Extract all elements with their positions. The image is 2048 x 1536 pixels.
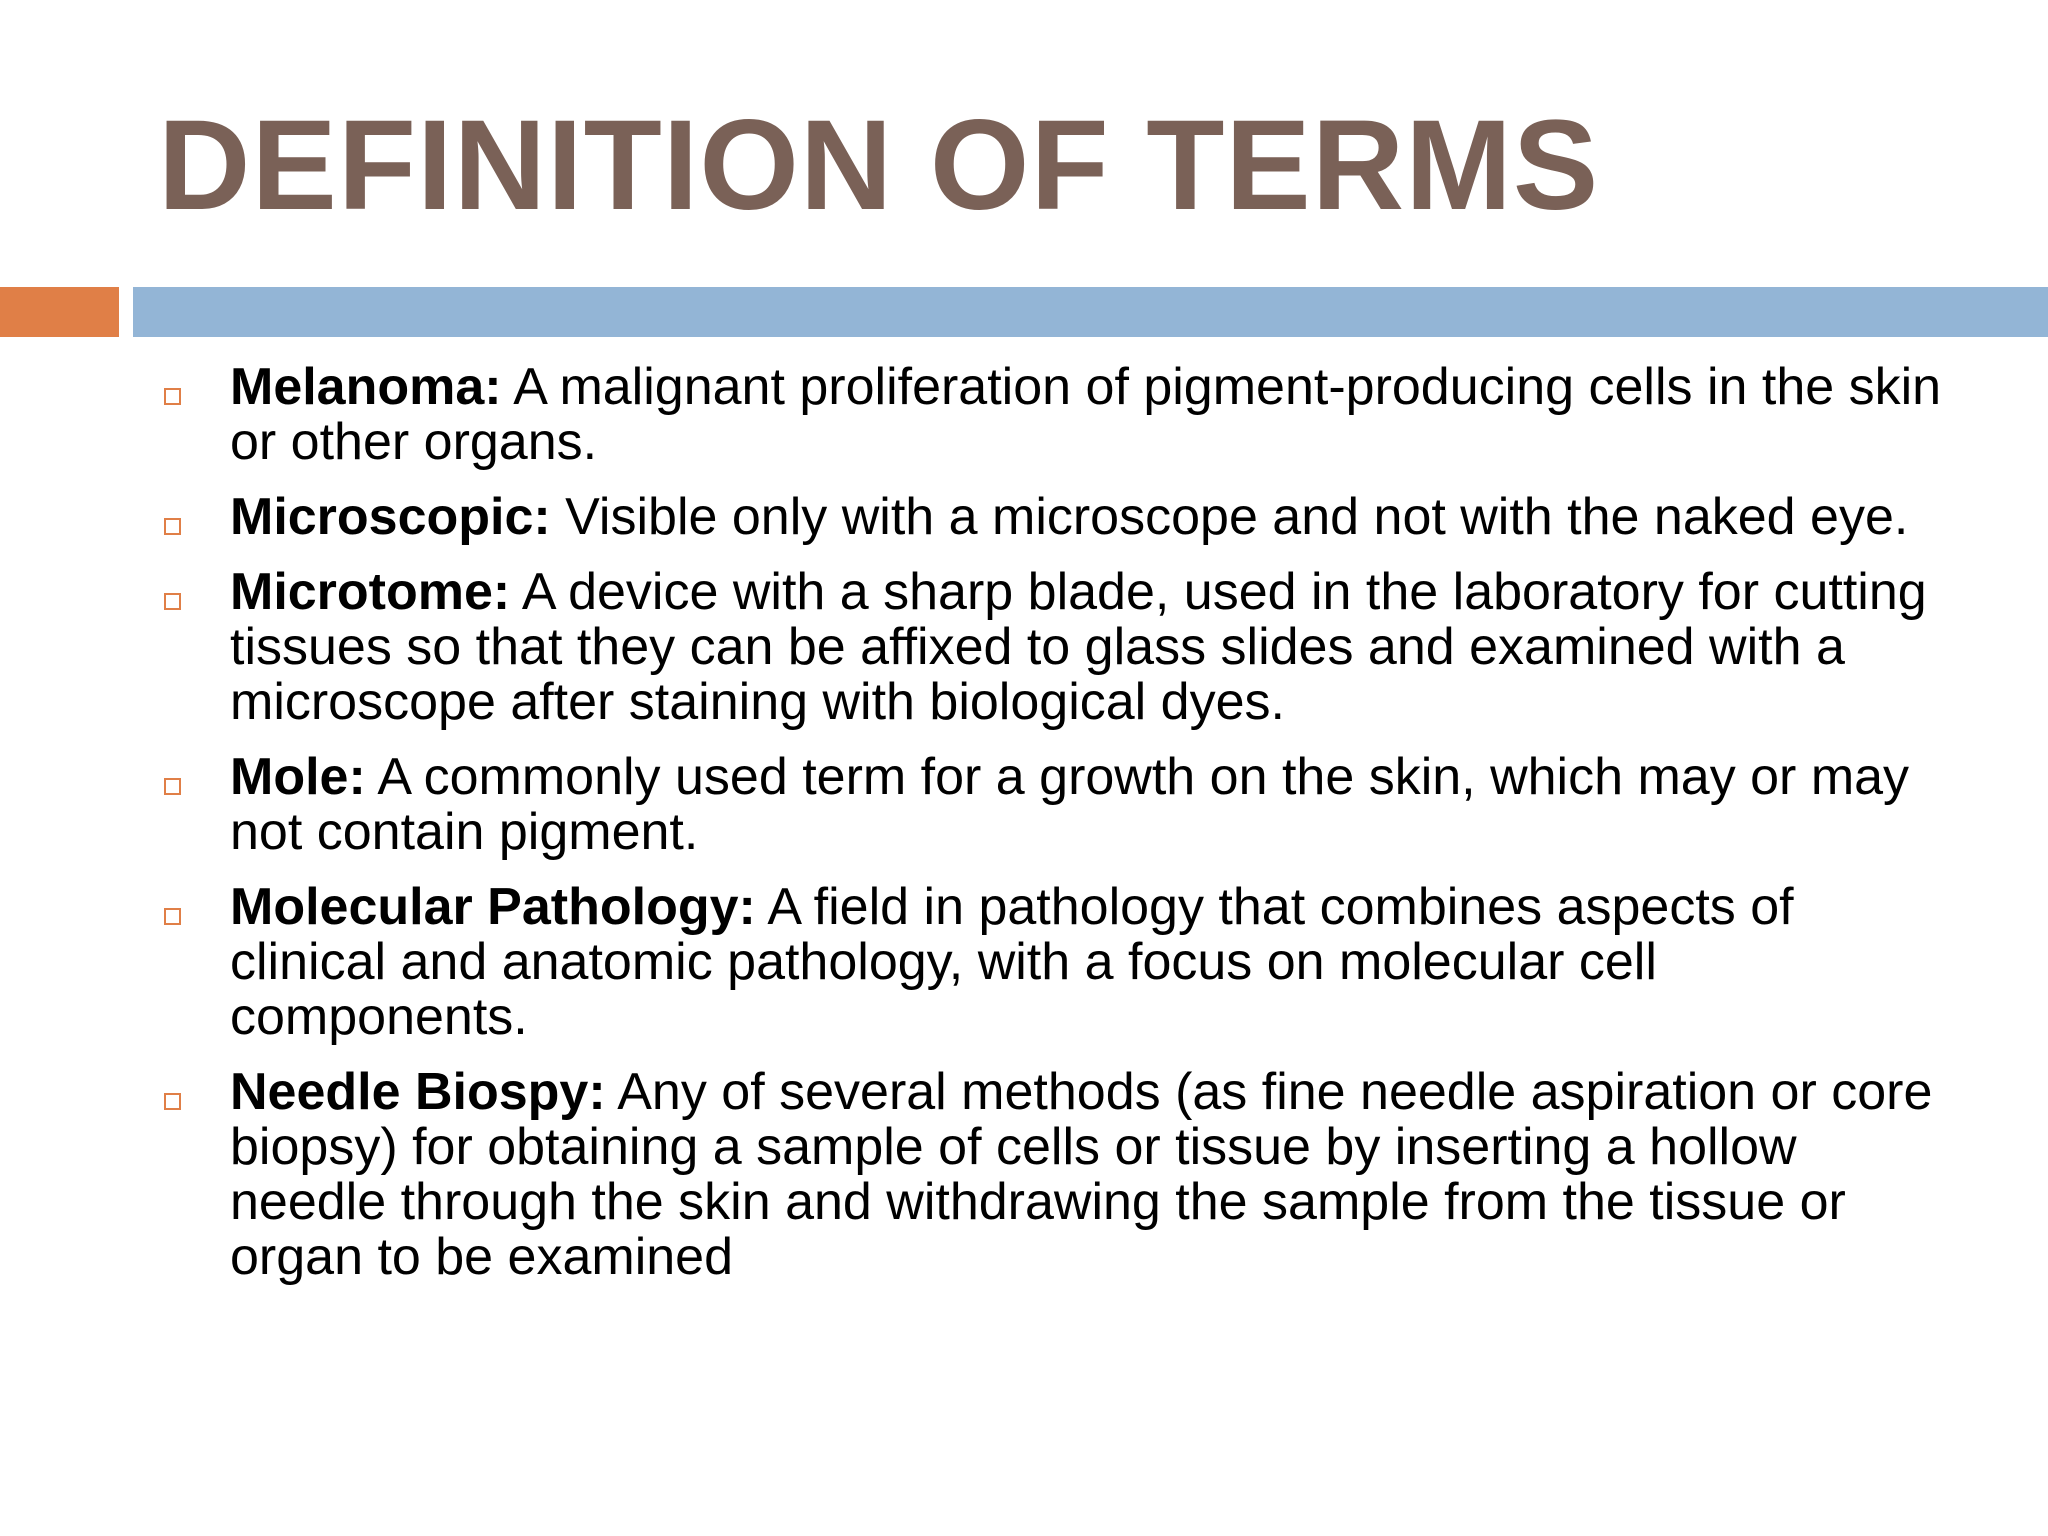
hollow-square-bullet-icon xyxy=(164,1093,181,1110)
term-item-mole xyxy=(158,750,1958,860)
term-definition: A device with a sharp blade, used in the laboratory for cutting tissues so that they can be affixed to glass slides and examined with a microscope after staining with biological dyes. xyxy=(230,563,1927,731)
accent-bar-blue xyxy=(133,287,2048,337)
term-name: Melanoma: xyxy=(230,358,502,416)
term-item-melanoma xyxy=(158,360,1958,470)
terms-list xyxy=(158,360,1958,1305)
hollow-square-bullet-icon xyxy=(164,518,181,535)
term-definition: A field in pathology that combines aspects of clinical and anatomic pathology, with a focus on molecular cell components. xyxy=(230,878,1794,1046)
hollow-square-bullet-icon xyxy=(164,593,181,610)
term-name: Molecular Pathology: xyxy=(230,878,756,936)
term-item-microtome xyxy=(158,565,1958,730)
term-definition: Visible only with a microscope and not with the naked eye. xyxy=(550,488,1909,546)
term-name: Microscopic: xyxy=(230,488,551,546)
term-definition: A commonly used term for a growth on the skin, which may or may not contain pigment. xyxy=(230,748,1910,861)
hollow-square-bullet-icon xyxy=(164,778,181,795)
hollow-square-bullet-icon xyxy=(164,908,181,925)
term-name: Microtome: xyxy=(230,563,511,621)
slide-title: DEFINITION OF TERMS xyxy=(158,94,1600,237)
term-definition: Any of several methods (as fine needle aspiration or core biopsy) for obtaining a sample of cells or tissue by inserting a hollow needle through the skin and withdrawing the sample from the tissue or organ to be examined xyxy=(230,1063,1933,1286)
accent-bar-orange xyxy=(0,287,119,337)
term-name: Needle Biospy: xyxy=(230,1063,606,1121)
term-name: Mole: xyxy=(230,748,366,806)
term-item-microscopic xyxy=(158,490,1958,545)
term-definition: A malignant proliferation of pigment-producing cells in the skin or other organs. xyxy=(230,358,1942,471)
term-item-molecular-pathology xyxy=(158,880,1958,1045)
hollow-square-bullet-icon xyxy=(164,388,181,405)
term-item-needle-biopsy xyxy=(158,1065,1958,1285)
